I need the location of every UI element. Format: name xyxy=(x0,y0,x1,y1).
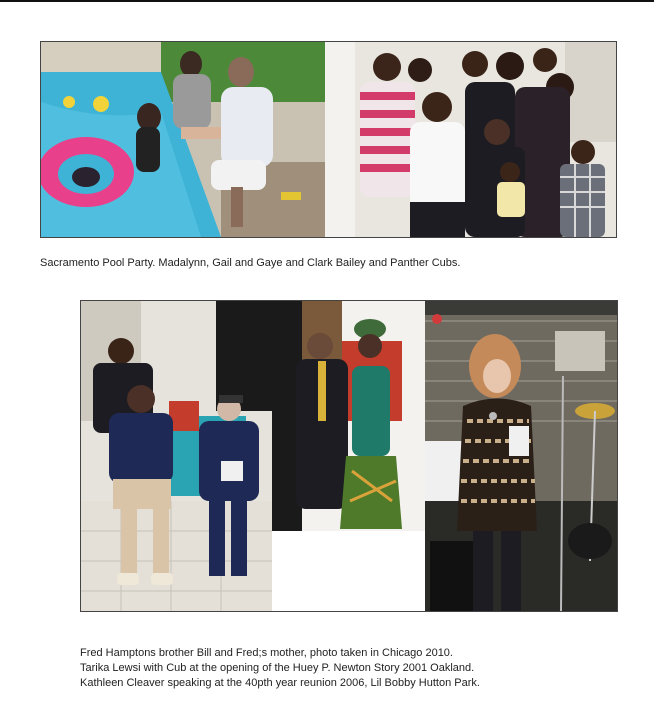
caption-line-park: Kathleen Cleaver speaking at the 40pth year reunion 2006, Lil Bobby Hutton Park. xyxy=(80,677,480,689)
group-photo xyxy=(325,42,616,237)
top-border-line xyxy=(0,0,654,2)
top-caption: Sacramento Pool Party. Madalynn, Gail and Gaye and Clark Bailey and Panther Cubs. xyxy=(40,257,461,269)
pool-party-photo xyxy=(41,42,325,237)
striped-shirt xyxy=(360,82,415,197)
oakland-photo xyxy=(272,301,425,611)
park-reunion-photo xyxy=(425,301,617,611)
bottom-caption-block xyxy=(80,646,480,691)
caption-line-oakland: Tarika Lewsi with Cub at the opening of the Huey P. Newton Story 2001 Oakland. xyxy=(80,662,475,674)
pool-party-image xyxy=(41,42,325,237)
bottom-photo-strip xyxy=(80,300,618,612)
group-image xyxy=(325,42,616,237)
caption-line-chicago: Fred Hamptons brother Bill and Fred;s mother, photo taken in Chicago 2010. xyxy=(80,647,453,659)
oakland-image xyxy=(272,301,425,611)
park-reunion-image xyxy=(425,301,617,611)
chicago-image xyxy=(81,301,272,611)
top-photo-strip xyxy=(40,41,617,238)
chicago-photo xyxy=(81,301,272,611)
